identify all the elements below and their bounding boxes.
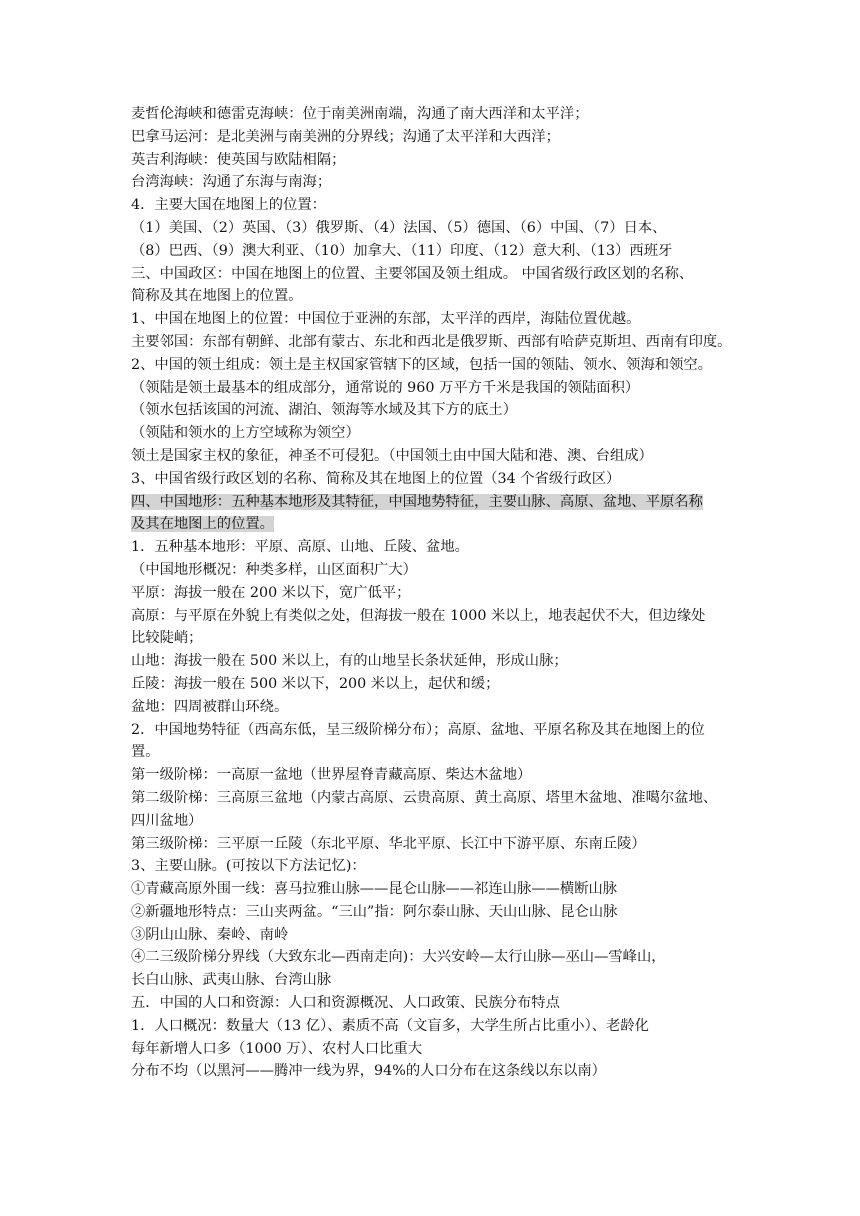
text-line: ④二三级阶梯分界线（大致东北—西南走向)：大兴安岭—太行山脉—巫山—雪峰山， [131, 949, 666, 966]
text-line: 长白山脉、武夷山脉、台湾山脉 [131, 972, 332, 989]
section-heading: 4．主要大国在地图上的位置： [131, 197, 326, 214]
text-line: 第三级阶梯：三平原一丘陵（东北平原、华北平原、长江中下游平原、东南丘陵） [131, 835, 646, 852]
text-line: 每年新增人口多（1000 万）、农村人口比重大 [131, 1040, 423, 1057]
text-line: 巴拿马运河：是北美洲与南美洲的分界线；沟通了太平洋和大西洋； [131, 128, 560, 145]
section-heading-continued: 简称及其在地图上的位置。 [131, 288, 303, 305]
text-line: 领土是国家主权的象征，神圣不可侵犯。（中国领土由中国大陆和港、澳、台组成） [131, 447, 653, 464]
highlighted-section-heading [131, 491, 731, 514]
highlight-span: 及其在地图上的位置。 [131, 516, 274, 533]
text-line: 英吉利海峡：使英国与欧陆相隔； [131, 151, 346, 168]
text-line: ①青藏高原外围一线：喜马拉雅山脉——昆仑山脉——祁连山脉——横断山脉 [131, 881, 618, 898]
text-line: （领陆是领土最基本的组成部分，通常说的 960 万平方千米是我国的领陆面积） [131, 379, 640, 396]
text-line: 2、中国的领土组成：领土是主权国家管辖下的区域，包括一国的领陆、领水、领海和领空。 [131, 356, 712, 373]
text-line: 第一级阶梯：一高原一盆地（世界屋脊青藏高原、柴达木盆地） [131, 767, 532, 784]
text-line: 1．人口概况：数量大（13 亿）、素质不高（文盲多，大学生所占比重小）、老龄化 [131, 1017, 649, 1034]
text-line: 山地：海拔一般在 500 米以上，有的山地呈长条状延伸，形成山脉； [131, 653, 568, 670]
text-line: 1、中国在地图上的位置：中国位于亚洲的东部，太平洋的西岸，海陆位置优越。 [131, 311, 641, 328]
text-line: 台湾海峡：沟通了东海与南海； [131, 174, 332, 191]
text-line: 盆地：四周被群山环绕。 [131, 698, 289, 715]
text-line: 分布不均（以黑河——腾冲一线为界，94%的人口分布在这条线以东以南） [131, 1063, 606, 1080]
text-line: （领陆和领水的上方空域称为领空） [131, 425, 360, 442]
text-line: 主要邻国：东部有朝鲜、北部有蒙古、东北和西北是俄罗斯、西部有哈萨克斯坦、西南有印度。 [131, 333, 732, 350]
highlighted-section-heading-continued [131, 513, 731, 536]
text-line: （领水包括该国的河流、湖泊、领海等水域及其下方的底土） [131, 402, 518, 419]
text-line: 四川盆地） [131, 812, 203, 829]
document-body [131, 103, 731, 1083]
text-line: 平原：海拔一般在 200 米以下，宽广低平； [131, 584, 411, 601]
text-line: 置。 [131, 744, 160, 761]
text-line: 1．五种基本地形：平原、高原、山地、丘陵、盆地。 [131, 539, 469, 556]
text-line: 3、中国省级行政区划的名称、简称及其在地图上的位置（34 个省级行政区） [131, 470, 621, 487]
text-line: 第二级阶梯：三高原三盆地（内蒙古高原、云贵高原、黄土高原、塔里木盆地、准噶尔盆地、 [131, 789, 718, 806]
text-line: 高原：与平原在外貌上有类似之处，但海拔一般在 1000 米以上，地表起伏不大，但边缘处 [131, 607, 706, 624]
text-line: （8）巴西、（9）澳大利亚、（10）加拿大、（11）印度、（12）意大利、（13）西班牙 [131, 242, 673, 259]
text-line: 麦哲伦海峡和德雷克海峡：位于南美洲南端，沟通了南大西洋和太平洋； [131, 106, 589, 122]
highlight-span: 四、中国地形：五种基本地形及其特征，中国地势特征，主要山脉、高原、盆地、平原名称 [131, 493, 703, 510]
text-line: （1）美国、（2）英国、（3）俄罗斯、（4）法国、（5）德国、（6）中国、（7）日本、 [131, 219, 667, 236]
text-line: 比较陡峭； [131, 630, 203, 647]
text-line: ③阴山山脉、秦岭、南岭 [131, 926, 289, 943]
text-line: （中国地形概况：种类多样，山区面积广大） [131, 561, 417, 578]
text-line: 丘陵：海拔一般在 500 米以下，200 米以上，起伏和缓； [131, 675, 500, 692]
text-line: 2．中国地势特征（西高东低，呈三级阶梯分布）；高原、盆地、平原名称及其在地图上的位 [131, 721, 705, 738]
text-line: 3、主要山脉。(可按以下方法记忆)： [131, 858, 366, 875]
section-heading: 五．中国的人口和资源：人口和资源概况、人口政策、民族分布特点 [131, 995, 560, 1012]
text-line: ②新疆地形特点：三山夹两盆。“三山”指：阿尔泰山脉、天山山脉、昆仑山脉 [131, 903, 618, 920]
section-heading: 三、中国政区：中国在地图上的位置、主要邻国及领土组成。 中国省级行政区划的名称、 [131, 265, 694, 282]
